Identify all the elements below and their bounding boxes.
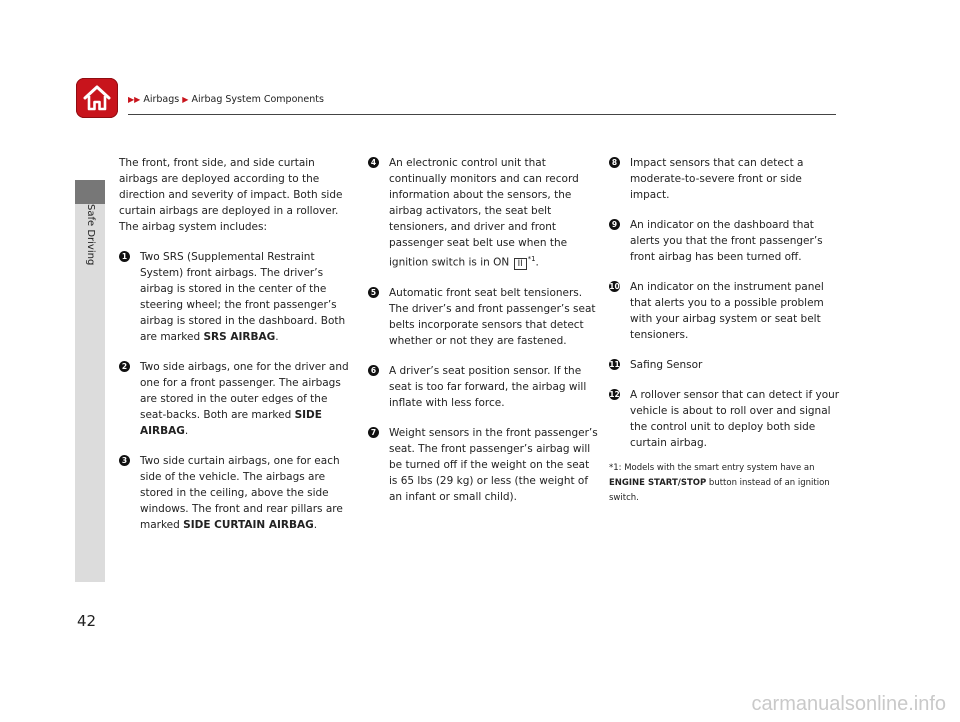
item-text: Safing Sensor xyxy=(630,359,703,371)
item-text: Automatic front seat belt tensioners. The driver’s and front passenger’s seat belts incorporate sensors that detect whether or not they are fastened. xyxy=(389,286,596,347)
column-2 xyxy=(368,155,598,519)
breadcrumb-separator-icon: ▶ xyxy=(182,95,189,104)
list-item xyxy=(368,155,598,271)
header-divider xyxy=(128,114,836,115)
list-item xyxy=(368,363,598,411)
item-number-badge: 4 xyxy=(368,157,379,168)
breadcrumb-current: Airbag System Components xyxy=(191,94,324,105)
watermark: carmanualsonline.info xyxy=(751,693,946,715)
breadcrumb xyxy=(128,94,324,105)
item-label: SIDE AIRBAG xyxy=(140,409,322,437)
item-text: A rollover sensor that can detect if your vehicle is about to roll over and signal the control unit to deploy both side curtain airbag. xyxy=(630,389,840,449)
item-label: SIDE CURTAIN AIRBAG xyxy=(183,519,314,531)
home-icon xyxy=(76,78,118,118)
item-text: An indicator on the dashboard that alerts you that the front passenger’s front airbag has been turned off. xyxy=(630,219,823,263)
item-tail: . xyxy=(313,519,318,531)
item-text: An indicator on the instrument panel that alerts you to a possible problem with your airbag system or seat belt tensioners. xyxy=(630,281,824,341)
list-item xyxy=(368,425,598,505)
item-text: Two side airbags, one for the driver and one for a front passenger. The airbags are stored in the outer edges of the seat-backs. Both are marked xyxy=(140,361,349,421)
section-tab-marker xyxy=(75,180,105,204)
item-text: Impact sensors that can detect a moderate-to-severe front or side impact. xyxy=(630,157,804,201)
footnote xyxy=(609,461,841,506)
breadcrumb-arrow-icon: ▶▶ xyxy=(128,95,141,104)
item-label: SRS AIRBAG xyxy=(203,331,276,343)
footnote-ref[interactable]: *1 xyxy=(527,255,536,263)
item-text: An electronic control unit that continually monitors and can record information about the sensors, the airbag activators, the seat belt tensioners, and driver and front passenger seat belt use when the ignition switch is in ON xyxy=(389,157,579,269)
item-number-badge: 6 xyxy=(368,365,379,376)
footnote-button-name: ENGINE START/STOP xyxy=(609,478,707,488)
footnote-prefix: *1: Models with the smart entry system have an xyxy=(609,463,815,473)
intro-paragraph: The front, front side, and side curtain airbags are deployed according to the direction and severity of impact. Both side curtain airbags are deployed in a rollover. The airbag system includes: xyxy=(119,157,343,233)
item-number-badge: 12 xyxy=(609,390,620,399)
item-tail: . xyxy=(184,425,189,437)
item-number-badge: 9 xyxy=(609,219,620,230)
item-number-badge: 7 xyxy=(368,427,379,438)
item-text: Two side curtain airbags, one for each side of the vehicle. The airbags are stored in the ceiling, above the side windows. The front and rear pillars are marked xyxy=(140,455,343,531)
list-item xyxy=(119,453,355,533)
section-label: Safe Driving xyxy=(85,204,96,266)
item-text: Two SRS (Supplemental Restraint System) front airbags. The driver’s airbag is stored in the center of the steering wheel; the front passenger’s airbag is stored in the dashboard. Both are marked xyxy=(140,251,346,343)
item-tail: . xyxy=(275,331,279,343)
item-tail: . xyxy=(535,256,539,269)
list-item xyxy=(609,357,841,373)
footnote-suffix: button instead of an ignition switch. xyxy=(609,478,830,503)
list-item xyxy=(609,387,841,451)
item-text: Weight sensors in the front passenger’s seat. The front passenger’s airbag will be turned off if the weight on the seat is 65 lbs (29 kg) or less (the weight of an infant or small child). xyxy=(389,426,598,503)
ignition-position-icon: II xyxy=(514,258,527,270)
item-text: A driver’s seat position sensor. If the seat is too far forward, the airbag will inflate with less force. xyxy=(389,364,587,409)
item-number-badge: 11 xyxy=(609,360,620,369)
item-number-badge: 5 xyxy=(368,287,379,298)
list-item xyxy=(368,285,598,349)
page-number: 42 xyxy=(77,612,97,630)
list-item xyxy=(119,359,355,439)
item-number-badge: 2 xyxy=(119,361,130,372)
breadcrumb-link-airbags[interactable]: Airbags xyxy=(143,94,180,105)
item-number-badge: 3 xyxy=(119,455,130,466)
list-item xyxy=(119,249,355,345)
list-item xyxy=(609,155,841,203)
item-number-badge: 1 xyxy=(119,251,130,262)
item-number-badge: 8 xyxy=(609,157,620,168)
list-item xyxy=(609,279,841,343)
column-1 xyxy=(119,155,355,547)
item-number-badge: 10 xyxy=(609,282,620,291)
home-button[interactable] xyxy=(76,78,118,118)
column-3 xyxy=(609,155,841,506)
list-item xyxy=(609,217,841,265)
